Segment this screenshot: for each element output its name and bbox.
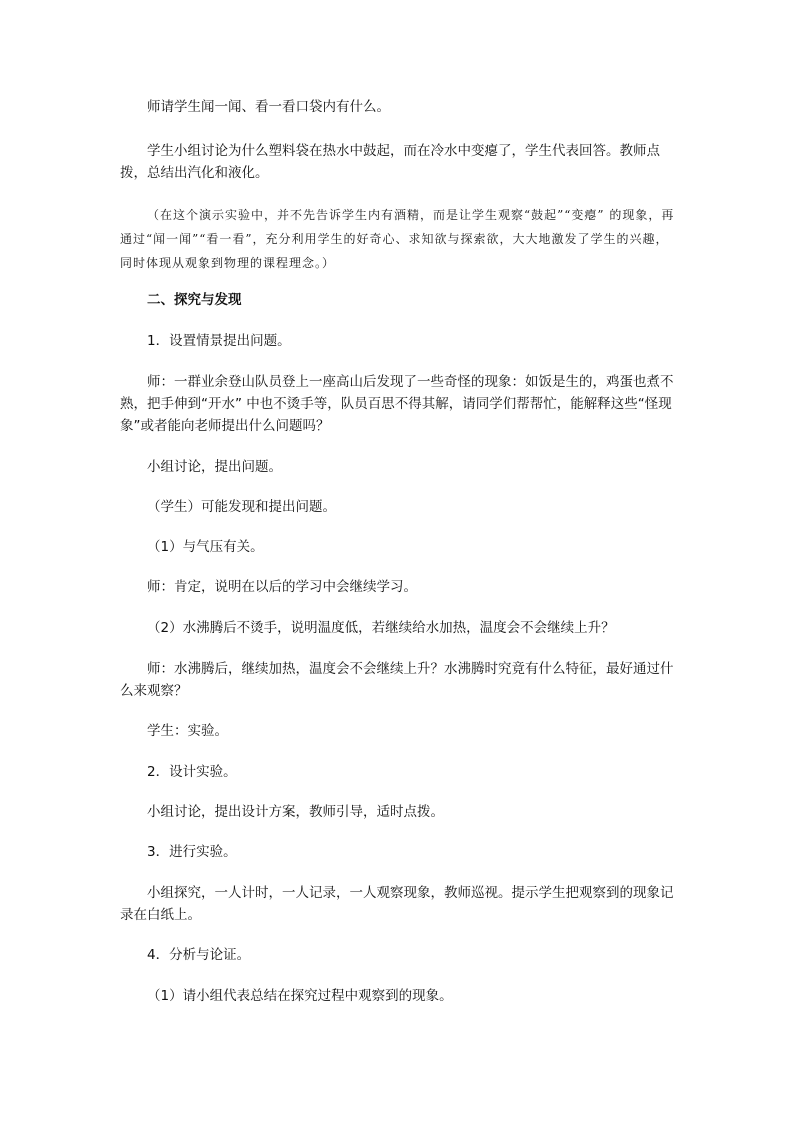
paragraph-step-2: 2．设计实验。	[147, 764, 237, 780]
paragraph-teacher-boiling: 师：水沸腾后，继续加热，温度会不会继续上升？水沸腾时究竟有什么特征，最好通过什么来观察？	[120, 661, 674, 699]
paragraph-group-discussion: 学生小组讨论为什么塑料袋在热水中鼓起，而在冷水中变瘪了，学生代表回答。教师点拨，总结出汽化和液化。	[120, 143, 660, 181]
paragraph-student-findings: （学生）可能发现和提出问题。	[147, 499, 336, 515]
paragraph-step-1: 1．设置情景提出问题。	[147, 333, 291, 349]
paragraph-design-plan: 小组讨论，提出设计方案，教师引导，适时点拨。	[147, 804, 444, 820]
section-heading-explore: 二、探究与发现	[147, 292, 242, 308]
paragraph-student-experiment: 学生：实验。	[147, 723, 228, 739]
paragraph-group-explore: 小组探究，一人计时，一人记录，一人观察现象，教师巡视。提示学生把观察到的现象记录在白纸上。	[120, 885, 674, 923]
paragraph-teacher-affirm: 师：肯定，说明在以后的学习中会继续学习。	[147, 579, 417, 595]
paragraph-smell-look: 师请学生闻一闻、看一看口袋内有什么。	[147, 99, 390, 115]
paragraph-analysis-1: （1）请小组代表总结在探究过程中观察到的现象。	[147, 988, 453, 1004]
paragraph-step-4: 4．分析与论证。	[147, 947, 251, 963]
paragraph-item-2: （2）水沸腾后不烫手，说明温度低，若继续给水加热，温度会不会继续上升？	[147, 620, 615, 636]
paragraph-item-1: （1）与气压有关。	[147, 539, 264, 555]
paragraph-group-questions: 小组讨论，提出问题。	[147, 459, 282, 475]
paragraph-step-3: 3．进行实验。	[147, 844, 237, 860]
paragraph-teacher-scenario: 师：一群业余登山队员登上一座高山后发现了一些奇怪的现象：如饭是生的，鸡蛋也煮不熟，把手伸到“开水” 中也不烫手等，队员百思不得其解，请同学们帮帮忙，能解释这些“怪现象”或者能向老师提出什么问题吗？	[120, 374, 674, 434]
paragraph-demo-note: （在这个演示实验中，并不先告诉学生内有酒精，而是让学生观察“鼓起”“变瘪” 的现象，再通过“闻一闻”“看一看”，充分利用学生的好奇心、求知欲与探索欲，大大地激发了学生的兴趣，同时体现从观象到物理的课程理念。）	[120, 208, 675, 270]
